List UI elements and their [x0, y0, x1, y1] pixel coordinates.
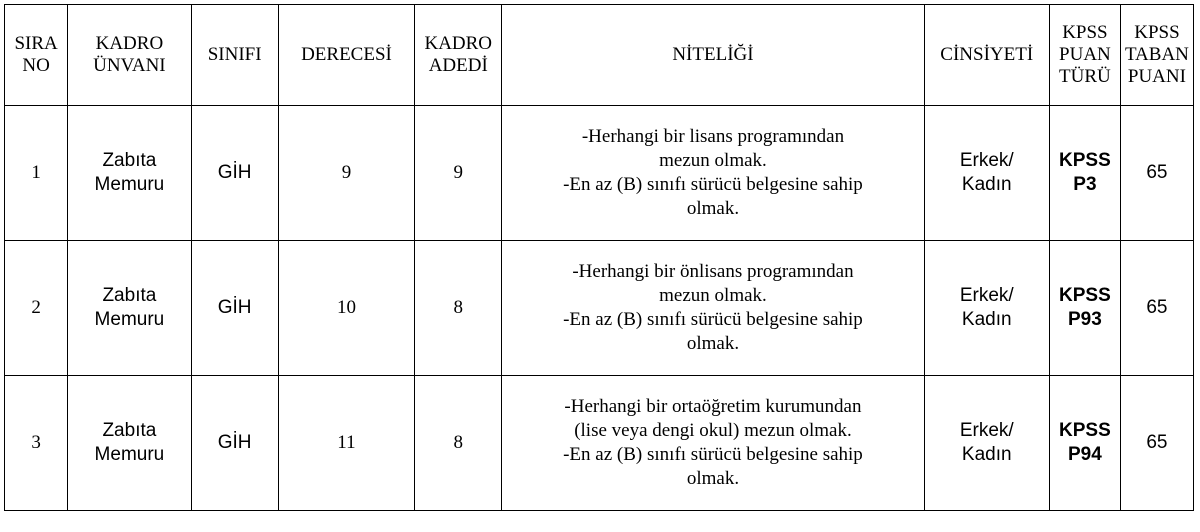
- cell-kadro-adedi: 9: [415, 106, 502, 241]
- cell-sira-no: 3: [5, 376, 68, 511]
- cell-sira-no: 2: [5, 241, 68, 376]
- cell-cinsiyeti: Erkek/ Kadın: [924, 241, 1049, 376]
- header-sira-no: SIRA NO: [5, 5, 68, 106]
- cell-sinifi: GİH: [191, 106, 278, 241]
- header-niteligi: NİTELİĞİ: [502, 5, 924, 106]
- cell-cinsiyeti: Erkek/ Kadın: [924, 376, 1049, 511]
- cell-cinsiyeti: Erkek/ Kadın: [924, 106, 1049, 241]
- table-row: [5, 241, 1194, 376]
- cell-niteligi: -Herhangi bir lisans programından mezun olmak. -En az (B) sınıfı sürücü belgesine sahip olmak.: [502, 106, 924, 241]
- cell-derecesi: 11: [278, 376, 414, 511]
- cell-kpss-puan-turu: KPSS P94: [1049, 376, 1120, 511]
- cell-derecesi: 10: [278, 241, 414, 376]
- cell-kpss-puan-turu: KPSS P3: [1049, 106, 1120, 241]
- cell-niteligi: -Herhangi bir ortaöğretim kurumundan (lise veya dengi okul) mezun olmak. -En az (B) sınıfı sürücü belgesine sahip olmak.: [502, 376, 924, 511]
- cell-niteligi: -Herhangi bir önlisans programından mezun olmak. -En az (B) sınıfı sürücü belgesine sahip olmak.: [502, 241, 924, 376]
- cell-sira-no: 1: [5, 106, 68, 241]
- header-kadro-unvani: KADRO ÜNVANI: [68, 5, 191, 106]
- cell-kadro-unvani: Zabıta Memuru: [68, 241, 191, 376]
- cell-sinifi: GİH: [191, 241, 278, 376]
- header-cinsiyeti: CİNSİYETİ: [924, 5, 1049, 106]
- header-kpss-puan-turu: KPSS PUAN TÜRÜ: [1049, 5, 1120, 106]
- cell-kpss-taban-puani: 65: [1120, 106, 1193, 241]
- cell-kpss-taban-puani: 65: [1120, 376, 1193, 511]
- cell-derecesi: 9: [278, 106, 414, 241]
- kadro-table: [4, 4, 1194, 511]
- cell-kadro-unvani: Zabıta Memuru: [68, 106, 191, 241]
- header-sinifi: SINIFI: [191, 5, 278, 106]
- cell-kpss-puan-turu: KPSS P93: [1049, 241, 1120, 376]
- header-derecesi: DERECESİ: [278, 5, 414, 106]
- header-kadro-adedi: KADRO ADEDİ: [415, 5, 502, 106]
- cell-kpss-taban-puani: 65: [1120, 241, 1193, 376]
- header-kpss-taban-puani: KPSS TABAN PUANI: [1120, 5, 1193, 106]
- table-row: [5, 376, 1194, 511]
- header-row: [5, 5, 1194, 106]
- cell-kadro-adedi: 8: [415, 376, 502, 511]
- cell-sinifi: GİH: [191, 376, 278, 511]
- cell-kadro-unvani: Zabıta Memuru: [68, 376, 191, 511]
- cell-kadro-adedi: 8: [415, 241, 502, 376]
- table-row: [5, 106, 1194, 241]
